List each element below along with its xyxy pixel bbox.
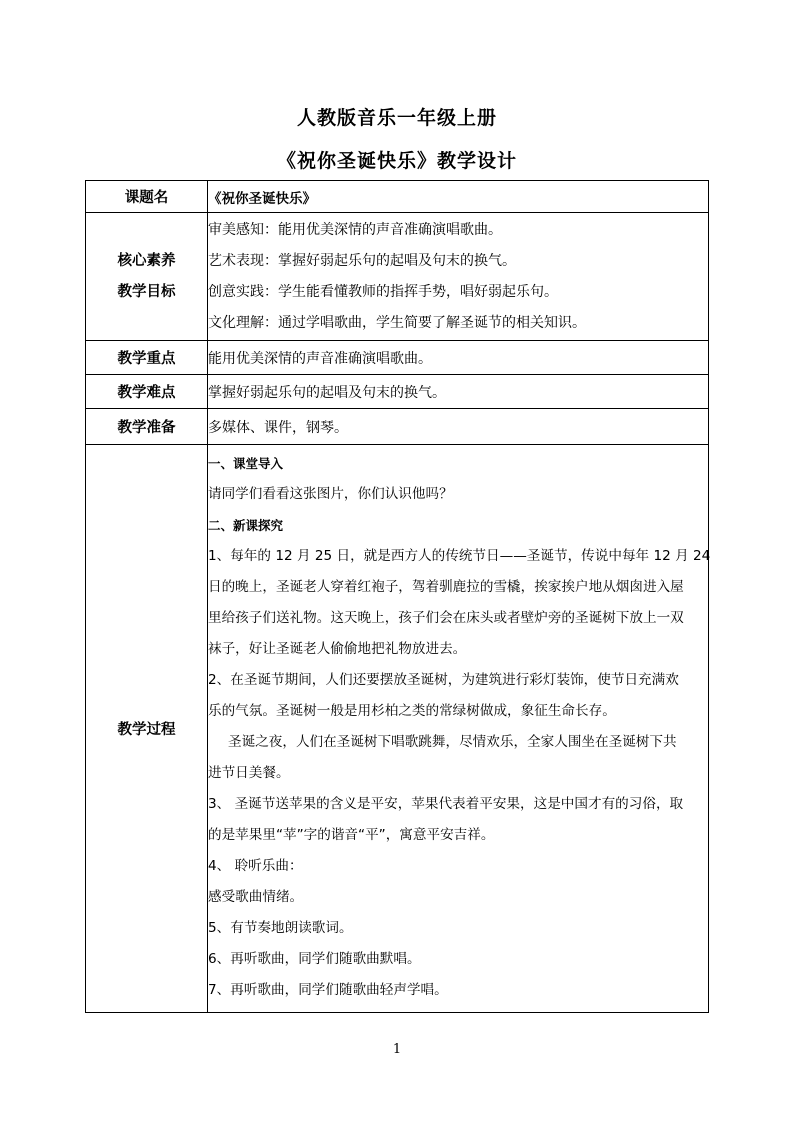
topic-label: 课题名 <box>86 181 208 213</box>
key-point-label: 教学重点 <box>86 341 208 375</box>
difficulty-label: 教学难点 <box>86 375 208 409</box>
process-line: 乐的气氛。圣诞树一般是用杉柏之类的常绿树做成，象征生命长存。 <box>208 703 616 719</box>
difficulty-value: 掌握好弱起乐句的起唱及句末的换气。 <box>208 375 709 409</box>
table-row-preparation <box>86 409 709 445</box>
preparation-value: 多媒体、课件，钢琴。 <box>208 409 709 445</box>
process-line: 日的晚上，圣诞老人穿着红袍子，驾着驯鹿拉的雪橇，挨家挨户地从烟囱进入屋 <box>208 579 684 595</box>
topic-value: 《祝你圣诞快乐》 <box>208 181 709 213</box>
process-line: 里给孩子们送礼物。这天晚上，孩子们会在床头或者壁炉旁的圣诞树下放上一双 <box>208 610 684 626</box>
process-line: 5、有节奏地朗读歌词。 <box>208 920 353 936</box>
process-section-heading: 二、新课探究 <box>208 518 284 533</box>
process-line: 2、在圣诞节期间，人们还要摆放圣诞树，为建筑进行彩灯装饰，使节日充满欢 <box>208 672 679 688</box>
goals-label-line2: 教学目标 <box>117 283 176 300</box>
document-subtitle: 《祝你圣诞快乐》教学设计 <box>276 150 517 172</box>
goals-label <box>86 213 208 341</box>
table-row-difficulty <box>86 375 709 409</box>
process-line: 感受歌曲情绪。 <box>208 889 304 905</box>
table-row-topic <box>86 181 709 213</box>
table-row-process <box>86 445 709 1013</box>
process-line: 1、每年的 12 月 25 日，就是西方人的传统节日——圣诞节，传说中每年 12 月 24 <box>208 548 711 564</box>
preparation-label: 教学准备 <box>86 409 208 445</box>
process-line: 3、 圣诞节送苹果的含义是平安，苹果代表着平安果，这是中国才有的习俗，取 <box>208 796 684 812</box>
process-line: 进节日美餐。 <box>208 765 290 781</box>
goal-aesthetic: 审美感知：能用优美深情的声音准确演唱歌曲。 <box>208 221 502 238</box>
table-row-key-point <box>86 341 709 375</box>
lesson-plan-table <box>85 180 709 1013</box>
goals-label-line1: 核心素养 <box>117 252 176 269</box>
page-number: 1 <box>392 1042 402 1057</box>
process-label: 教学过程 <box>86 445 208 1013</box>
table-row-goals <box>86 213 709 341</box>
goal-creative: 创意实践：学生能看懂教师的指挥手势，唱好弱起乐句。 <box>208 283 558 300</box>
key-point-value: 能用优美深情的声音准确演唱歌曲。 <box>208 341 709 375</box>
process-line: 圣诞之夜，人们在圣诞树下唱歌跳舞，尽情欢乐，全家人围坐在圣诞树下共 <box>228 734 677 750</box>
process-line: 7、再听歌曲，同学们随歌曲轻声学唱。 <box>208 982 448 998</box>
process-line: 请同学们看看这张图片，你们认识他吗？ <box>208 486 453 502</box>
process-line: 的是苹果里“苹”字的谐音“平”，寓意平安吉祥。 <box>208 827 495 843</box>
process-line: 6、再听歌曲，同学们随歌曲默唱。 <box>208 951 421 967</box>
process-line: 袜子，好让圣诞老人偷偷地把礼物放进去。 <box>208 641 467 657</box>
process-value <box>208 445 709 1013</box>
process-section-heading: 一、课堂导入 <box>208 456 284 471</box>
goals-value <box>208 213 709 341</box>
goal-artistic: 艺术表现：掌握好弱起乐句的起唱及句末的换气。 <box>208 252 516 269</box>
goal-cultural: 文化理解：通过学唱歌曲，学生简要了解圣诞节的相关知识。 <box>208 314 586 331</box>
process-line: 4、 聆听乐曲： <box>208 858 303 874</box>
document-title: 人教版音乐一年级上册 <box>296 107 497 129</box>
